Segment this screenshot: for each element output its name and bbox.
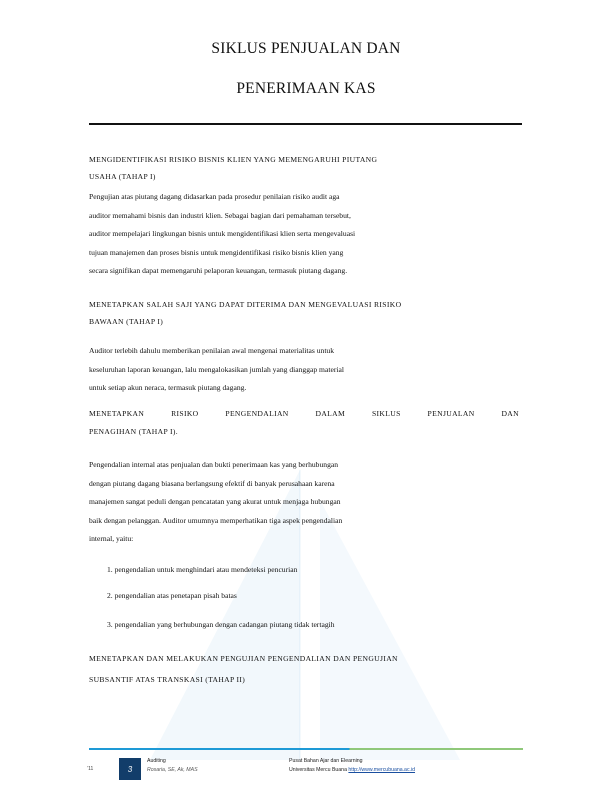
- section-3-heading: [89, 409, 519, 418]
- list-item: 3. pengendalian yang berhubungan dengan cadangan piutang tidak tertagih: [107, 620, 335, 629]
- paragraph-line: Pengendalian internal atas penjualan dan bukti penerimaan kas yang berhubungan: [89, 460, 339, 469]
- section-1: [89, 151, 523, 185]
- paragraph-line: Auditor terlebih dahulu memberikan penilaian awal mengenai materialitas untuk: [89, 346, 335, 355]
- paragraph-line: keseluruhan laporan keuangan, lalu mengalokasikan jumlah yang dianggap material: [89, 364, 344, 374]
- document-title-line-2: PENERIMAAN KAS: [236, 80, 376, 97]
- section-heading-cont: USAHA (TAHAP I): [89, 172, 156, 181]
- section-heading-cont: BAWAAN (TAHAP I): [89, 317, 164, 326]
- paragraph-line: tujuan manajemen dan proses bisnis untuk mengidentifikasi risiko bisnis klien yang: [89, 247, 344, 257]
- footer-course-info: [147, 757, 198, 775]
- university-name: Universitas Mercu Buana: [289, 767, 347, 773]
- heading-word: DAN: [501, 409, 519, 418]
- heading-word: RISIKO: [171, 409, 199, 418]
- section-2-paragraph: [89, 342, 523, 398]
- footer-divider: [89, 748, 523, 750]
- paragraph-line: manajemen sangat peduli dengan pencatatan yang akurat untuk menjaga hubungan: [89, 497, 341, 506]
- website-link[interactable]: http://www.mercubuana.ac.id: [348, 767, 416, 773]
- author-name: Rosaria, SE, Ak, MAS: [147, 767, 198, 773]
- institution-title: Pusat Bahan Ajar dan Elearning: [289, 758, 363, 764]
- section-1-paragraph: [89, 188, 523, 281]
- heading-word: DALAM: [315, 409, 346, 418]
- section-heading: MENETAPKAN DAN MELAKUKAN PENGUJIAN PENGENDALIAN DAN PENGUJIAN: [89, 654, 398, 663]
- heading-word: SIKLUS: [371, 409, 401, 418]
- section-3-heading-cont: PENAGIHAN (TAHAP I).: [89, 427, 178, 436]
- footer-year: ’11: [87, 766, 94, 772]
- section-heading: MENGIDENTIFIKASI RISIKO BISNIS KLIEN YANG MEMENGARUHI PIUTANG: [89, 155, 378, 164]
- heading-word: PENJUALAN: [427, 409, 475, 418]
- paragraph-line: Pengujian atas piutang dagang didasarkan pada prosedur penilaian risiko audit aga: [89, 192, 340, 201]
- course-name: Auditing: [147, 758, 166, 764]
- footer-institution: [289, 757, 415, 775]
- paragraph-line: baik dengan pelanggan. Auditor umumnya memperhatikan tiga aspek pengendalian: [89, 515, 343, 525]
- section-2: [89, 296, 523, 330]
- title-divider: [89, 123, 522, 125]
- list-item: 2. pengendalian atas penetapan pisah batas: [107, 591, 237, 600]
- page-number-badge: 3: [119, 758, 141, 780]
- paragraph-line: internal, yaitu:: [89, 534, 134, 543]
- section-heading: MENETAPKAN SALAH SAJI YANG DAPAT DITERIMA DAN MENGEVALUASI RISIKO: [89, 300, 402, 309]
- page-footer: [89, 748, 523, 784]
- document-title-line-1: SIKLUS PENJUALAN DAN: [211, 40, 401, 57]
- section-3-paragraph: [89, 456, 523, 549]
- section-4: [89, 648, 523, 690]
- section-heading-cont: SUBSANTIF ATAS TRANSKASI (TAHAP II): [89, 675, 246, 684]
- heading-word: PENGENDALIAN: [225, 409, 289, 418]
- list-item: 1. pengendalian untuk menghindari atau mendeteksi pencurian: [107, 565, 298, 574]
- heading-word: MENETAPKAN: [89, 409, 145, 418]
- paragraph-line: dengan piutang dagang biasana berlangsung efektif di banyak perusahaan karena: [89, 478, 335, 488]
- institution-subtitle: [289, 766, 415, 775]
- paragraph-line: auditor memahami bisnis dan industri klien. Sebagai bagian dari pemahaman tersebut,: [89, 210, 351, 220]
- paragraph-line: auditor mempelajari lingkungan bisnis untuk mengidentifikasi klien serta mengevaluasi: [89, 229, 356, 238]
- paragraph-line: untuk setiap akun neraca, termasuk piutang dagang.: [89, 383, 247, 392]
- paragraph-line: secara signifikan dapat memengaruhi pelaporan keuangan, termasuk piutang dagang.: [89, 266, 348, 275]
